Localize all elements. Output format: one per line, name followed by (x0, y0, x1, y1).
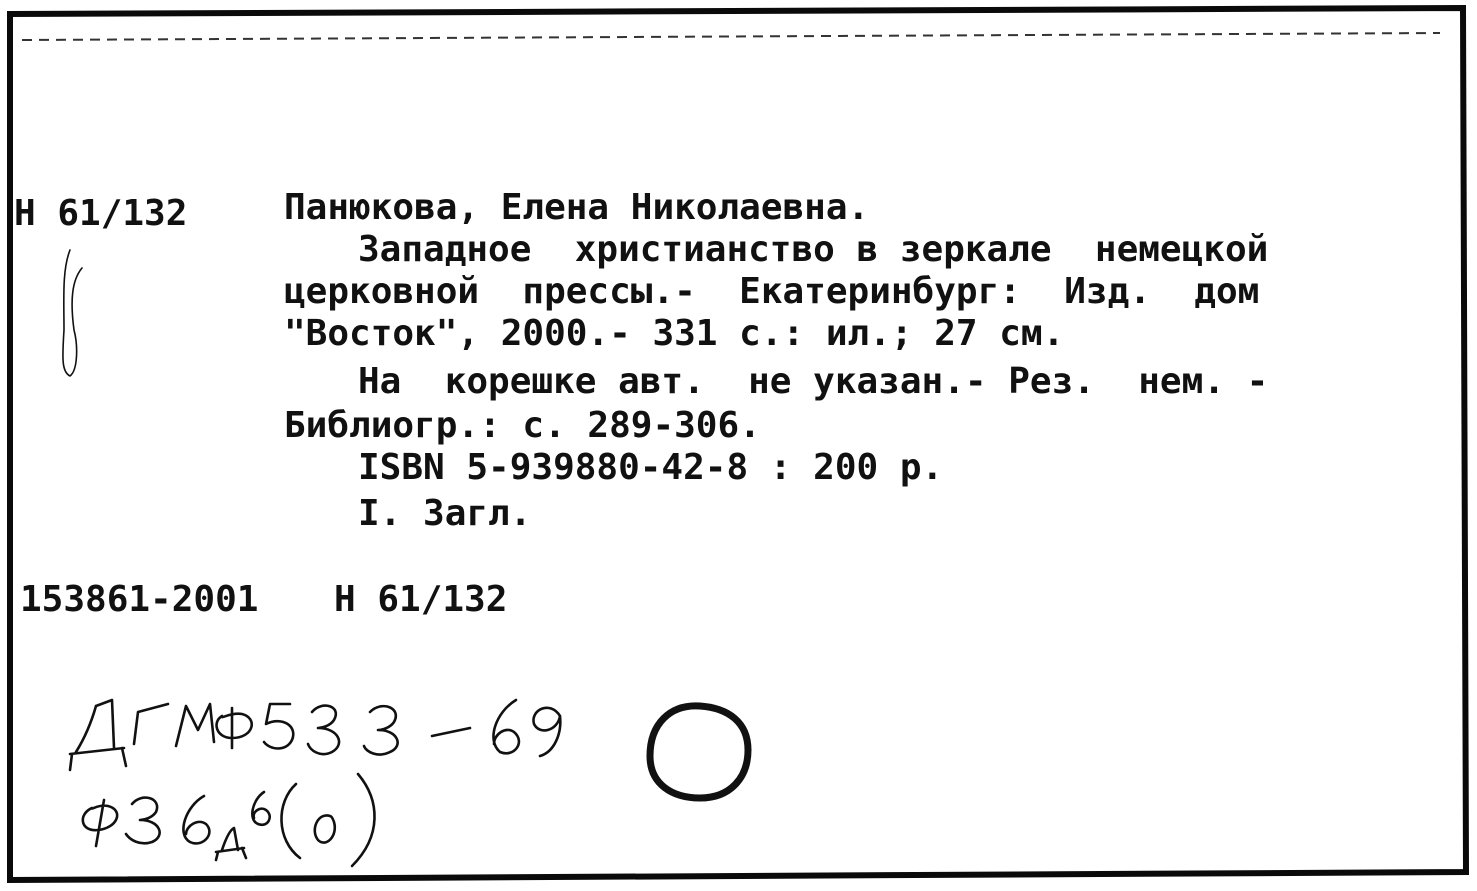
isbn-line: ISBN 5-939880-42-8 : 200 р. (358, 447, 944, 488)
accession-number: 153861-2001 (20, 579, 259, 620)
accession-shelf-mark: Н 61/132 (334, 579, 508, 620)
handwritten-code-line-2 (83, 774, 375, 866)
author-heading: Панюкова, Елена Николаевна. (284, 187, 870, 228)
title-line-1: Западное христианство в зеркале немецкой (358, 229, 1269, 270)
note-line-1: На корешке авт. не указан.- Рез. нем. - (358, 361, 1269, 402)
shelf-mark: Н 61/132 (14, 193, 188, 234)
title-entry: I. Загл. (358, 493, 532, 534)
margin-six-mark (63, 250, 82, 376)
handwritten-code-line-1 (70, 700, 560, 770)
title-line-2: церковной прессы.- Екатеринбург: Изд. дом (284, 271, 1260, 312)
note-line-2: Библиогр.: с. 289-306. (284, 405, 761, 446)
title-line-3: "Восток", 2000.- 331 с.: ил.; 27 см. (284, 313, 1065, 354)
hand-drawn-circle (650, 706, 748, 798)
